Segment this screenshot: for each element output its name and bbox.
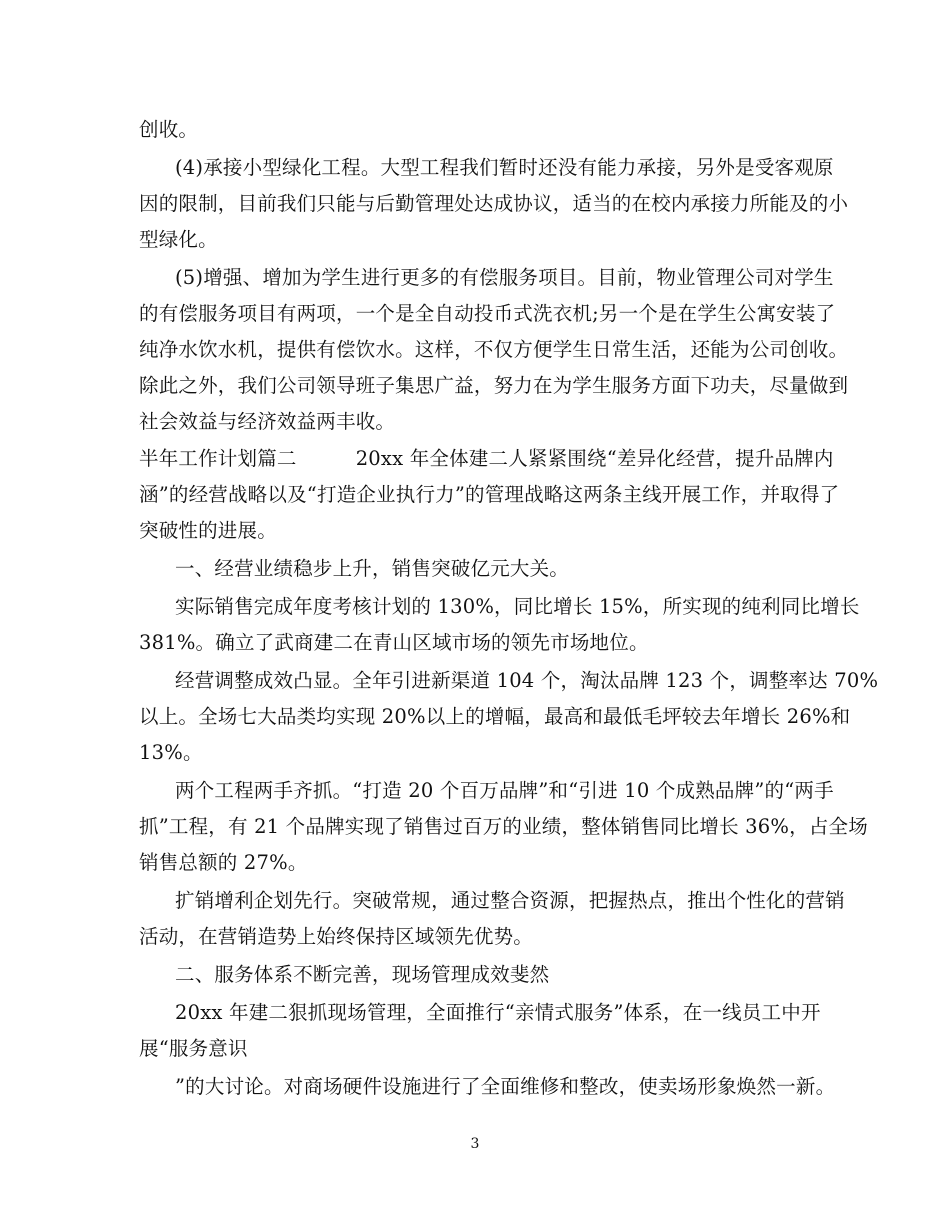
text-line: 活动，在营销造势上始终保持区域领先优势。 (139, 925, 534, 948)
text-line: ”的大讨论。对商场硬件设施进行了全面维修和整改，使卖场形象焕然一新。 (175, 1075, 836, 1098)
text-line: 纯净水饮水机，提供有偿饮水。这样，不仅方便学生日常生活，还能为公司创收。 (139, 338, 849, 361)
section-heading: 半年工作计划篇二 20xx 年全体建二人紧紧围绕“差异化经营，提升品牌内 (139, 447, 834, 470)
text-line: 因的限制，目前我们只能与后勤管理处达成协议，适当的在校内承接力所能及的小 (139, 192, 849, 215)
text-line: 以上。全场七大品类均实现 20%以上的增幅，最高和最低毛坪较去年增长 26%和 (139, 705, 851, 728)
text-line: 社会效益与经济效益两丰收。 (139, 410, 396, 433)
subheading: 一、经营业绩稳步上升，销售突破亿元大关。 (175, 557, 570, 580)
text-line: 的有偿服务项目有两项，一个是全自动投币式洗衣机;另一个是在学生公寓安装了 (139, 302, 836, 325)
text-line: 型绿化。 (139, 228, 218, 251)
text-line: 展“服务意识 (139, 1037, 248, 1060)
text-line: 13%。 (139, 741, 203, 764)
text-line: 突破性的进展。 (139, 519, 277, 542)
text-line: 除此之外，我们公司领导班子集思广益，努力在为学生服务方面下功夫，尽量做到 (139, 374, 849, 397)
text-line: 20xx 年建二狠抓现场管理，全面推行“亲情式服务”体系，在一线员工中开 (175, 1001, 821, 1024)
text-line: 涵”的经营战略以及“打造企业执行力”的管理战略这两条主线开展工作，并取得了 (139, 483, 840, 506)
text-line: 抓”工程，有 21 个品牌实现了销售过百万的业绩，整体销售同比增长 36%，占全场 (139, 815, 868, 838)
text-line: 销售总额的 27%。 (139, 851, 308, 874)
text-line: 经营调整成效凸显。全年引进新渠道 104 个，淘汰品牌 123 个，调整率达 70% (175, 669, 879, 692)
text-line: 381%。确立了武商建二在青山区域市场的领先市场地位。 (139, 631, 649, 654)
subheading: 二、服务体系不断完善，现场管理成效斐然 (175, 963, 550, 986)
text-line: (4)承接小型绿化工程。大型工程我们暂时还没有能力承接，另外是受客观原 (175, 156, 834, 179)
page-number: 3 (470, 1136, 480, 1152)
text-line: 两个工程两手齐抓。“打造 20 个百万品牌”和“引进 10 个成熟品牌”的“两手 (175, 779, 834, 802)
text-line: (5)增强、增加为学生进行更多的有偿服务项目。目前，物业管理公司对学生 (175, 266, 834, 289)
text-line: 扩销增利企划先行。突破常规，通过整合资源，把握热点，推出个性化的营销 (175, 889, 845, 912)
text-line: 实际销售完成年度考核计划的 130%，同比增长 15%，所实现的纯利同比增长 (175, 595, 860, 618)
text-line: 创收。 (139, 118, 199, 141)
